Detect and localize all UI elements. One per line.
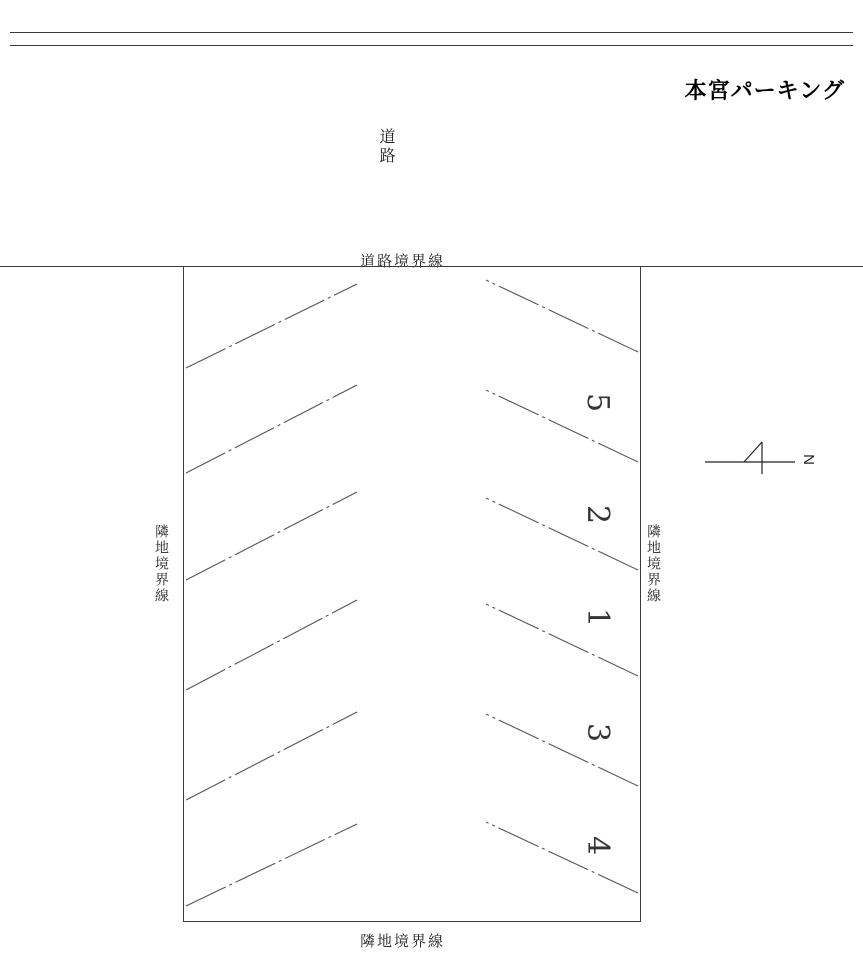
label-right-boundary: 隣地境界線 xyxy=(646,524,662,604)
label-bottom-boundary: 隣地境界線 xyxy=(360,933,446,950)
label-left-boundary: 隣地境界線 xyxy=(154,524,170,604)
stall-number: 2 xyxy=(580,504,616,525)
page-title: 本宮パーキング xyxy=(684,78,845,103)
label-road-boundary: 道路境界線 xyxy=(360,253,446,270)
label-road: 道路 xyxy=(377,128,394,166)
stall-number: 5 xyxy=(580,392,616,413)
stall-number: 1 xyxy=(580,607,616,628)
north-arrow-icon xyxy=(700,440,820,490)
stall-number: 3 xyxy=(580,722,616,743)
north-label: N xyxy=(799,454,817,465)
stall-number: 4 xyxy=(580,835,616,856)
